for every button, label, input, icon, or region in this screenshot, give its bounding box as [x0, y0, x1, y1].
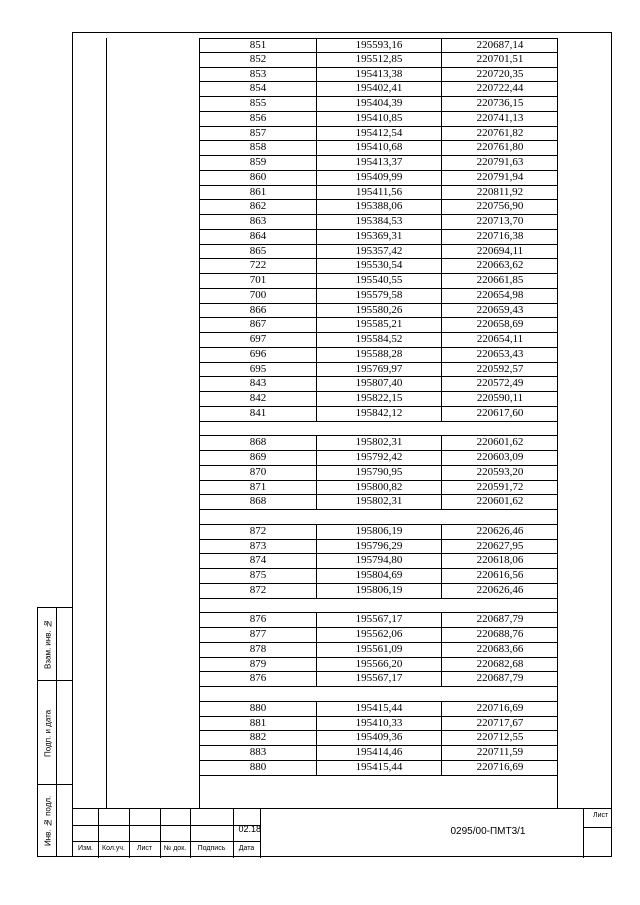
- table-row: [200, 245, 558, 260]
- table-row: [200, 481, 558, 496]
- point-number-cell: 877: [200, 628, 317, 642]
- point-number-cell: 878: [200, 643, 317, 657]
- point-number-cell: 841: [200, 407, 317, 421]
- x-coordinate-cell: 195588,28: [317, 348, 442, 362]
- x-coordinate-cell: 195415,44: [317, 702, 442, 716]
- y-coordinate-cell: 220654,98: [476, 288, 524, 301]
- y-coordinate-cell: 220592,57: [476, 362, 524, 375]
- x-coordinate-cell: 195802,31: [317, 436, 442, 450]
- x-coordinate-cell: 195410,85: [317, 112, 442, 126]
- table-row: [200, 554, 558, 569]
- point-number-cell: 883: [200, 746, 317, 760]
- point-number-cell: 870: [200, 466, 317, 480]
- table-row: [200, 392, 558, 407]
- x-coordinate-cell: 195804,69: [317, 569, 442, 583]
- point-number-cell: 872: [200, 584, 317, 598]
- x-coordinate-cell: [317, 599, 442, 613]
- y-coordinate-cell: 220761,80: [476, 141, 524, 154]
- point-number-cell: 697: [200, 333, 317, 347]
- point-number-cell: 860: [200, 171, 317, 185]
- point-number-cell: 866: [200, 304, 317, 318]
- y-coordinate-cell: 220591,72: [476, 480, 524, 493]
- point-number-cell: 871: [200, 481, 317, 495]
- x-coordinate-cell: 195585,21: [317, 318, 442, 332]
- x-coordinate-cell: 195796,29: [317, 540, 442, 554]
- x-coordinate-cell: 195579,58: [317, 289, 442, 303]
- table-row: [200, 333, 558, 348]
- table-row: [200, 112, 558, 127]
- point-number-cell: 876: [200, 672, 317, 686]
- y-coordinate-cell: 220618,06: [476, 554, 524, 567]
- header-sheet: Лист: [136, 845, 153, 852]
- table-row: [200, 318, 558, 333]
- table-row: [200, 495, 558, 510]
- point-number-cell: 843: [200, 377, 317, 391]
- y-coordinate-cell: 220791,63: [476, 156, 524, 168]
- point-number-cell: 696: [200, 348, 317, 362]
- table-row: [200, 289, 558, 304]
- y-coordinate-cell: 220590,11: [476, 392, 524, 404]
- table-row: [200, 38, 558, 53]
- x-coordinate-cell: 195790,95: [317, 466, 442, 480]
- table-row: [200, 97, 558, 112]
- point-number-cell: 842: [200, 392, 317, 406]
- y-coordinate-cell: [442, 687, 558, 701]
- table-row: [200, 761, 558, 776]
- table-gap-row: [200, 510, 558, 525]
- point-number-cell: [200, 422, 317, 436]
- x-coordinate-cell: 195357,42: [317, 245, 442, 259]
- header-date: Дата: [238, 845, 255, 852]
- x-coordinate-cell: 195792,42: [317, 451, 442, 465]
- point-number-cell: 855: [200, 97, 317, 111]
- table-row: [200, 377, 558, 392]
- point-number-cell: 854: [200, 82, 317, 96]
- y-coordinate-cell: 220756,90: [476, 200, 524, 213]
- x-coordinate-cell: 195412,54: [317, 127, 442, 141]
- point-number-cell: 695: [200, 363, 317, 377]
- y-coordinate-cell: 220658,69: [476, 318, 524, 331]
- x-coordinate-cell: 195414,46: [317, 746, 442, 760]
- point-number-cell: [200, 510, 317, 524]
- y-coordinate-cell: 220603,09: [476, 451, 524, 463]
- y-coordinate-cell: 220683,66: [476, 642, 524, 655]
- y-coordinate-cell: 220659,43: [476, 303, 524, 316]
- y-coordinate-cell: 220711,59: [476, 746, 524, 758]
- table-row: [200, 436, 558, 451]
- x-coordinate-cell: 195388,06: [317, 200, 442, 214]
- table-row: [200, 540, 558, 555]
- y-coordinate-cell: 220720,35: [476, 67, 524, 80]
- point-number-cell: 700: [200, 289, 317, 303]
- x-coordinate-cell: 195802,31: [317, 495, 442, 509]
- table-row: [200, 731, 558, 746]
- table-gap-row: [200, 687, 558, 702]
- y-coordinate-cell: 220661,85: [476, 274, 524, 286]
- x-coordinate-cell: 195409,36: [317, 731, 442, 745]
- table-row: [200, 702, 558, 717]
- side-label-original-inv: Инв. № подл.: [43, 795, 53, 847]
- table-row: [200, 141, 558, 156]
- y-coordinate-cell: 220701,51: [476, 52, 524, 65]
- point-number-cell: 861: [200, 186, 317, 200]
- y-coordinate-cell: 220601,62: [476, 436, 524, 449]
- point-number-cell: [200, 599, 317, 613]
- table-row: [200, 53, 558, 68]
- x-coordinate-cell: 195413,38: [317, 68, 442, 82]
- x-coordinate-cell: [317, 510, 442, 524]
- table-gap-row: [200, 599, 558, 614]
- point-number-cell: 872: [200, 525, 317, 539]
- y-coordinate-cell: 220811,92: [476, 185, 524, 198]
- x-coordinate-cell: 195806,19: [317, 525, 442, 539]
- x-coordinate-cell: 195562,06: [317, 628, 442, 642]
- x-coordinate-cell: 195369,31: [317, 230, 442, 244]
- x-coordinate-cell: 195410,33: [317, 717, 442, 731]
- point-number-cell: 880: [200, 761, 317, 775]
- x-coordinate-cell: 195567,17: [317, 613, 442, 627]
- y-coordinate-cell: 220626,46: [476, 583, 524, 596]
- point-number-cell: 701: [200, 274, 317, 288]
- y-coordinate-cell: 220716,69: [476, 760, 524, 773]
- x-coordinate-cell: 195807,40: [317, 377, 442, 391]
- table-row: [200, 186, 558, 201]
- y-coordinate-cell: 220791,94: [476, 170, 524, 183]
- document-code: 0295/00-ПМТ3/1: [450, 826, 526, 837]
- y-coordinate-cell: 220687,14: [476, 39, 524, 51]
- table-row: [200, 613, 558, 628]
- y-coordinate-cell: 220694,11: [476, 244, 524, 257]
- point-number-cell: 880: [200, 702, 317, 716]
- sheet-label: Лист: [593, 812, 609, 819]
- y-coordinate-cell: 220722,44: [476, 82, 524, 95]
- table-row: [200, 82, 558, 97]
- table-row: [200, 304, 558, 319]
- table-row: [200, 525, 558, 540]
- x-coordinate-cell: 195413,37: [317, 156, 442, 170]
- point-number-cell: 869: [200, 451, 317, 465]
- side-label-signature-date: Подп. и дата: [43, 709, 53, 757]
- y-coordinate-cell: 220617,60: [476, 406, 524, 419]
- y-coordinate-cell: 220761,82: [476, 126, 524, 139]
- y-coordinate-cell: 220713,70: [476, 215, 524, 227]
- point-number-cell: 857: [200, 127, 317, 141]
- point-number-cell: 856: [200, 112, 317, 126]
- y-coordinate-cell: 220717,67: [476, 716, 524, 729]
- y-coordinate-cell: [442, 510, 558, 524]
- point-number-cell: 862: [200, 200, 317, 214]
- x-coordinate-cell: 195415,44: [317, 761, 442, 775]
- side-label-replaced-inv: Взам. инв. №: [43, 619, 53, 670]
- y-coordinate-cell: 220601,62: [476, 495, 524, 508]
- x-coordinate-cell: 195402,41: [317, 82, 442, 96]
- y-coordinate-cell: 220688,76: [476, 628, 524, 640]
- point-number-cell: 876: [200, 613, 317, 627]
- point-number-cell: 881: [200, 717, 317, 731]
- y-coordinate-cell: 220712,55: [476, 731, 524, 744]
- table-row: [200, 658, 558, 673]
- table-row: [200, 569, 558, 584]
- x-coordinate-cell: 195584,52: [317, 333, 442, 347]
- point-number-cell: 867: [200, 318, 317, 332]
- point-number-cell: 863: [200, 215, 317, 229]
- table-row: [200, 215, 558, 230]
- table-row: [200, 451, 558, 466]
- x-coordinate-cell: 195561,09: [317, 643, 442, 657]
- table-row: [200, 746, 558, 761]
- y-coordinate-cell: [442, 422, 558, 436]
- point-number-cell: 851: [200, 39, 317, 52]
- y-coordinate-cell: [442, 599, 558, 613]
- point-number-cell: 864: [200, 230, 317, 244]
- x-coordinate-cell: 195512,85: [317, 53, 442, 67]
- point-number-cell: 852: [200, 53, 317, 67]
- table-row: [200, 200, 558, 215]
- header-change: Изм.: [78, 845, 93, 852]
- table-row: [200, 717, 558, 732]
- y-coordinate-cell: 220663,62: [476, 259, 524, 272]
- side-stamp-strip: [37, 607, 73, 857]
- header-qty: Кол.уч.: [102, 845, 125, 852]
- point-number-cell: 858: [200, 141, 317, 155]
- x-coordinate-cell: 195593,16: [317, 39, 442, 52]
- y-coordinate-cell: 220716,38: [476, 229, 524, 242]
- point-number-cell: 853: [200, 68, 317, 82]
- y-coordinate-cell: 220654,11: [476, 333, 524, 345]
- table-left-column: [107, 38, 200, 809]
- header-signature: Подпись: [197, 845, 226, 852]
- x-coordinate-cell: [317, 687, 442, 701]
- point-number-cell: 879: [200, 658, 317, 672]
- title-block: [73, 808, 612, 857]
- x-coordinate-cell: 195842,12: [317, 407, 442, 421]
- x-coordinate-cell: 195384,53: [317, 215, 442, 229]
- table-row: [200, 672, 558, 687]
- x-coordinate-cell: 195806,19: [317, 584, 442, 598]
- x-coordinate-cell: 195800,82: [317, 481, 442, 495]
- y-coordinate-cell: 220687,79: [476, 613, 524, 626]
- y-coordinate-cell: 220682,68: [476, 657, 524, 670]
- point-number-cell: 722: [200, 259, 317, 273]
- x-coordinate-cell: 195411,56: [317, 186, 442, 200]
- table-row: [200, 628, 558, 643]
- x-coordinate-cell: 195540,55: [317, 274, 442, 288]
- y-coordinate-cell: 220741,13: [476, 111, 524, 124]
- point-number-cell: 868: [200, 436, 317, 450]
- x-coordinate-cell: 195580,26: [317, 304, 442, 318]
- table-row: [200, 171, 558, 186]
- y-coordinate-cell: 220626,46: [476, 524, 524, 537]
- point-number-cell: 859: [200, 156, 317, 170]
- table-row: [200, 407, 558, 422]
- table-row: [200, 68, 558, 83]
- x-coordinate-cell: 195404,39: [317, 97, 442, 111]
- y-coordinate-cell: 220716,69: [476, 701, 524, 714]
- x-coordinate-cell: 195410,68: [317, 141, 442, 155]
- table-row: [200, 230, 558, 245]
- x-coordinate-cell: 195794,80: [317, 554, 442, 568]
- table-row: [200, 643, 558, 658]
- table-row: [200, 363, 558, 378]
- x-coordinate-cell: 195566,20: [317, 658, 442, 672]
- x-coordinate-cell: 195567,17: [317, 672, 442, 686]
- y-coordinate-cell: 220687,79: [476, 672, 524, 685]
- table-row: [200, 127, 558, 142]
- point-number-cell: 882: [200, 731, 317, 745]
- table-row: [200, 156, 558, 171]
- point-number-cell: 873: [200, 540, 317, 554]
- point-number-cell: 875: [200, 569, 317, 583]
- coordinates-table: [106, 38, 558, 809]
- table-rows: [200, 38, 558, 776]
- y-coordinate-cell: 220616,56: [476, 569, 524, 581]
- y-coordinate-cell: 220593,20: [476, 465, 524, 478]
- x-coordinate-cell: 195409,99: [317, 171, 442, 185]
- table-row: [200, 584, 558, 599]
- date-fragment: 02.18: [238, 824, 261, 834]
- y-coordinate-cell: 220653,43: [476, 347, 524, 360]
- header-doc-no: № док.: [163, 845, 187, 852]
- point-number-cell: 874: [200, 554, 317, 568]
- x-coordinate-cell: 195530,54: [317, 259, 442, 273]
- y-coordinate-cell: 220572,49: [476, 377, 524, 390]
- point-number-cell: [200, 687, 317, 701]
- table-row: [200, 348, 558, 363]
- table-row: [200, 466, 558, 481]
- point-number-cell: 868: [200, 495, 317, 509]
- point-number-cell: 865: [200, 245, 317, 259]
- table-gap-row: [200, 422, 558, 437]
- x-coordinate-cell: 195822,15: [317, 392, 442, 406]
- y-coordinate-cell: 220627,95: [476, 539, 524, 552]
- x-coordinate-cell: [317, 422, 442, 436]
- x-coordinate-cell: 195769,97: [317, 363, 442, 377]
- table-row: [200, 259, 558, 274]
- table-row: [200, 274, 558, 289]
- y-coordinate-cell: 220736,15: [476, 97, 524, 109]
